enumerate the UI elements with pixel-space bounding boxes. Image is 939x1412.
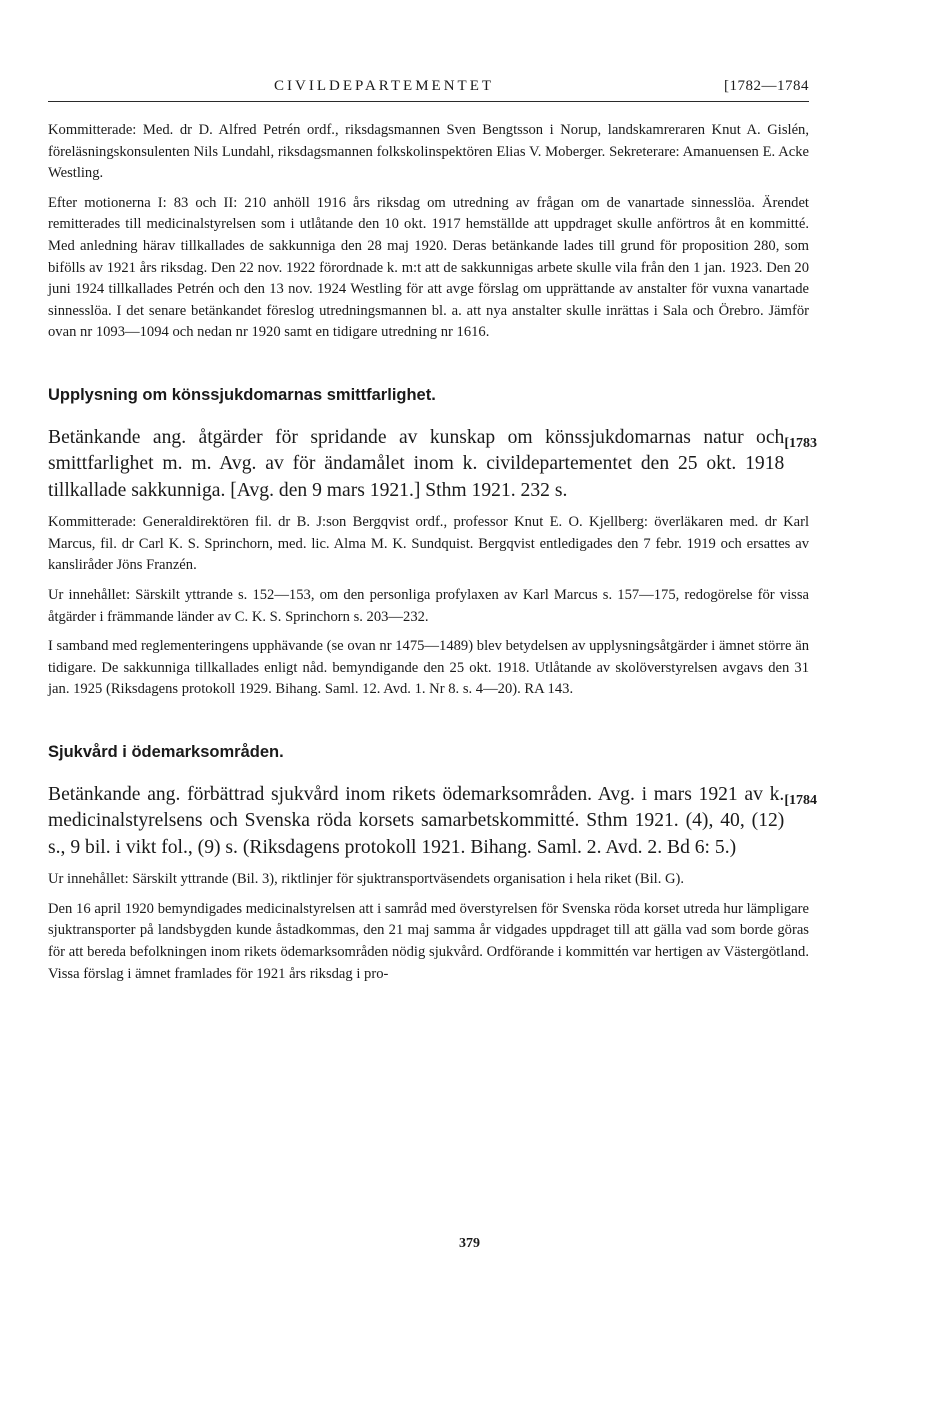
section-heading-1784: Sjukvård i ödemarksområden.: [48, 742, 284, 761]
title-entry-1784: [48, 782, 817, 861]
body-paragraph-1784: Den 16 april 1920 bemyndigades medicinalstyrelsen att i samråd med överstyrelsen för Svenska röda korset utreda hur lämpligare sjuktransporter på landsbygden kunde åstadkommas, den 21 maj samma år vidgades uppdraget till att gälla vad som borde göras för att bereda befolkningen inom rikets ödemarksområden nödig sjukvård. Ordförande i kommittén var hertigen av Västergötland. Vissa förslag i ämnet framlades för 1921 års riksdag i pro-: [48, 900, 809, 982]
contents-paragraph-1783: Ur innehållet: Särskilt yttrande s. 152—153, om den personliga profylaxen av Karl Marcus s. 157—175, redogörelse för vissa åtgärder i främmande länder av C. K. S. Sprinchorn s. 203—232.: [48, 586, 809, 625]
running-header: [48, 78, 809, 102]
title-text-1784: Betänkande ang. förbättrad sjukvård inom rikets ödemarksområden. Avg. i mars 1921 av k. medicinalstyrelsens och Svenska röda korsets samarbetskommitté. Sthm 1921. (4), 40, (12) s., 9 bil. i vikt fol., (9) s. (Riksdagens protokoll 1921. Bihang. Saml. 2. Avd. 2. Bd 6: 5.): [48, 783, 785, 858]
body-paragraph-1782: Efter motionerna I: 83 och II: 210 anhöll 1916 års riksdag om utredning av frågan om de vanartade sinnesslöa. Ärendet remitterades till medicinalstyrelsen som i utlåtande den 10 okt. 1917 hemställde att uppdraget skulle anförtros åt en kommitté. Med anledning härav tillkallades de sakkunniga den 28 maj 1920. Deras betänkande lades till grund för proposition 280, som bifölls av 1921 års riksdag. Den 22 nov. 1922 förordnade k. m:t att de sakkunnigas arbete skulle vila från den 1 jan. 1923. Den 20 juni 1924 tillkallades Petrén och den 13 nov. 1924 Westling för att avge förslag om upprättande av anstalter för vuxna vanartade sinnesslöa. I det senare betänkandet föreslog utredningsmannen bl. a. att nya anstalter skulle inrättas i Sala och Örebro. Jämför ovan nr 1093—1094 och nedan nr 1920 samt en tidigare utredning nr 1616.: [48, 194, 809, 341]
title-text-1783: Betänkande ang. åtgärder för spridande av kunskap om könssjukdomarnas natur och smittfarlighet m. m. Avg. av för ändamålet inom k. civildepartementet den 25 okt. 1918 tillkallade sakkunniga. [Avg. den 9 mars 1921.] Sthm 1921. 232 s.: [48, 426, 785, 501]
section-heading-1783: Upplysning om könssjukdomarnas smittfarlighet.: [48, 385, 436, 404]
title-entry-1783: [48, 425, 817, 504]
committee-paragraph-1783: Kommitterade: Generaldirektören fil. dr B. J:son Bergqvist ordf., professor Knut E. O. Kjellberg: överläkaren med. dr Karl Marcus, fil. dr Carl K. S. Sprinchorn, med. lic. Alma M. K. Sundquist. Bergqvist entledigades den 7 febr. 1919 och ersattes av kansliråder Jöns Franzén.: [48, 514, 809, 574]
page-number: 379: [459, 1236, 480, 1251]
header-entry-range: [1782—1784: [724, 78, 809, 94]
committee-paragraph-1782: Kommitterade: Med. dr D. Alfred Petrén ordf., riksdagsmannen Sven Bengtsson i Norup, landskamreraren Knut A. Gislén, föreläsningskonsulenten Nils Lundahl, riksdagsmannen folkskolinspektören Elias V. Moberger. Sekreterare: Amanuensen E. Acke Westling.: [48, 122, 809, 182]
entry-number-1783: [1783: [784, 435, 817, 451]
body-paragraph-1783: I samband med reglementeringens upphävande (se ovan nr 1475—1489) blev betydelsen av upplysningsåtgärder i ämnet större än tidigare. De sakkunniga tillkallades enligt nåd. bemyndigande den 25 okt. 1918. Utlåtande av skolöverstyrelsen avgavs den 31 jan. 1925 (Riksdagens protokoll 1929. Bihang. Saml. 12. Avd. 1. Nr 8. s. 4—20). RA 143.: [48, 638, 809, 698]
contents-paragraph-1784: Ur innehållet: Särskilt yttrande (Bil. 3), riktlinjer för sjuktransportväsendets organisation i hela riket (Bil. G).: [48, 871, 685, 888]
entry-number-1784: [1784: [784, 792, 817, 808]
header-department: CIVILDEPARTEMENTET: [274, 78, 495, 94]
